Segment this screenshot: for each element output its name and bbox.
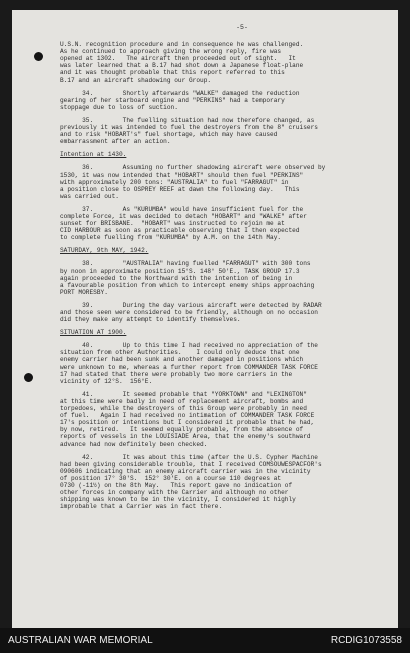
document-body (60, 41, 384, 510)
paragraph: 37. As "KURUMBA" would have insufficient fuel for the complete Force, it was decided to detach "HOBART" and "WALKE" after sunset for BRISBANE. "HOBART" was instructed to rejoin me at CID HARBOUR as soon as practicable observing that I then expected to complete fuelling from "KURUMBA" by A.M. on the 14th May. (60, 205, 307, 242)
archive-footer (0, 628, 410, 653)
section-heading: Intention at 1430. (60, 151, 127, 159)
paragraph: 40. Up to this time I had received no appreciation of the situation from other Authorities. I could only deduce that one enemy carrier had been sunk and another damaged in positions which were unknown to me, whereas a further report from COMMANDER TASK FORCE 17 had stated that there were probably two more carriers in the vicinity of 12°S. 156°E. (60, 342, 318, 385)
document-page (12, 10, 398, 628)
paragraph: U.S.N. recognition procedure and in consequence he was challenged. As he continued to approach giving the wrong reply, fire was opened at 1302. The aircraft then proceeded out of sight. It was later learned that a B.17 had shot down a Japanese float-plane and it was thought probable that this report referred to this B.17 and an aircraft shadowing our Group. (60, 41, 304, 84)
archive-name: AUSTRALIAN WAR MEMORIAL (8, 635, 153, 646)
paragraph: 41. It seemed probable that "YORKTOWN" and "LEXINGTON" at this time were badly in need of replacement aircraft, bombs and torpedoes, while the destroyers of this Group were probably in need of fuel. Again I had received no intimation of COMMANDER TASK FORCE 17's position or intentions but I considered it probable that he had, by now, retired. It seemed equally probable, from the absence of reports of vessels in the LOUISIADE Area, that the enemy's southward advance had now definitely been checked. (60, 390, 315, 448)
paragraph: 36. Assuming no further shadowing aircraft were observed by 1530, it was now intended that "HOBART" should then fuel "PERKINS" with approximately 200 tons: "AUSTRALIA" to fuel "FARRAGUT" in a position close to OSPREY REEF at dawn the following day. This was carried out. (60, 164, 326, 200)
paragraph: 35. The fuelling situation had now therefore changed, as previously it was intended to fuel the destroyers from the 8" cruisers and to risk "HOBART's" fuel shortage, which may have caused embarrassment after an action. (60, 116, 318, 146)
page-number: -5- (236, 24, 248, 31)
section-heading: SITUATION AT 1900. (60, 329, 127, 337)
paragraph: 42. It was about this time (after the U.S. Cypher Machine had been giving considerable trouble, that I received COMSOUWESPACFOR's 090606 indicating that an enemy aircraft carrier was in the vicinity of position 17° 30'S. 152° 30'E. on a course 110 degrees at 0730 (-11½) on the 8th May. This report gave no indication of other forces in company with the Carrier and although no other shipping was known to be in the vicinity, I considered it highly improbable that a Carrier was in fact there. (60, 453, 322, 511)
archive-id: RCDIG1073558 (330, 635, 402, 646)
punch-hole-top (34, 52, 43, 61)
punch-hole-bottom (24, 373, 33, 382)
paragraph: 38. "AUSTRALIA" having fuelled "FARRAGUT" with 300 tons by noon in approximate position 15°S. 148° 50'E., TASK GROUP 17.3 again proceeded to the Northward with the intention of being in a favourable position from which to intercept enemy ships approaching PORT MORESBY. (60, 260, 315, 296)
section-heading: SATURDAY, 9th MAY, 1942. (60, 247, 149, 255)
paragraph: 39. During the day various aircraft were detected by RADAR and those seen were considered to be friendly, although on no occasion did they make any attempt to identify themselves. (60, 301, 322, 324)
paragraph: 34. Shortly afterwards "WALKE" damaged the reduction gearing of her starboard engine and "PERKINS" had a temporary stoppage due to loss of suction. (60, 89, 300, 111)
